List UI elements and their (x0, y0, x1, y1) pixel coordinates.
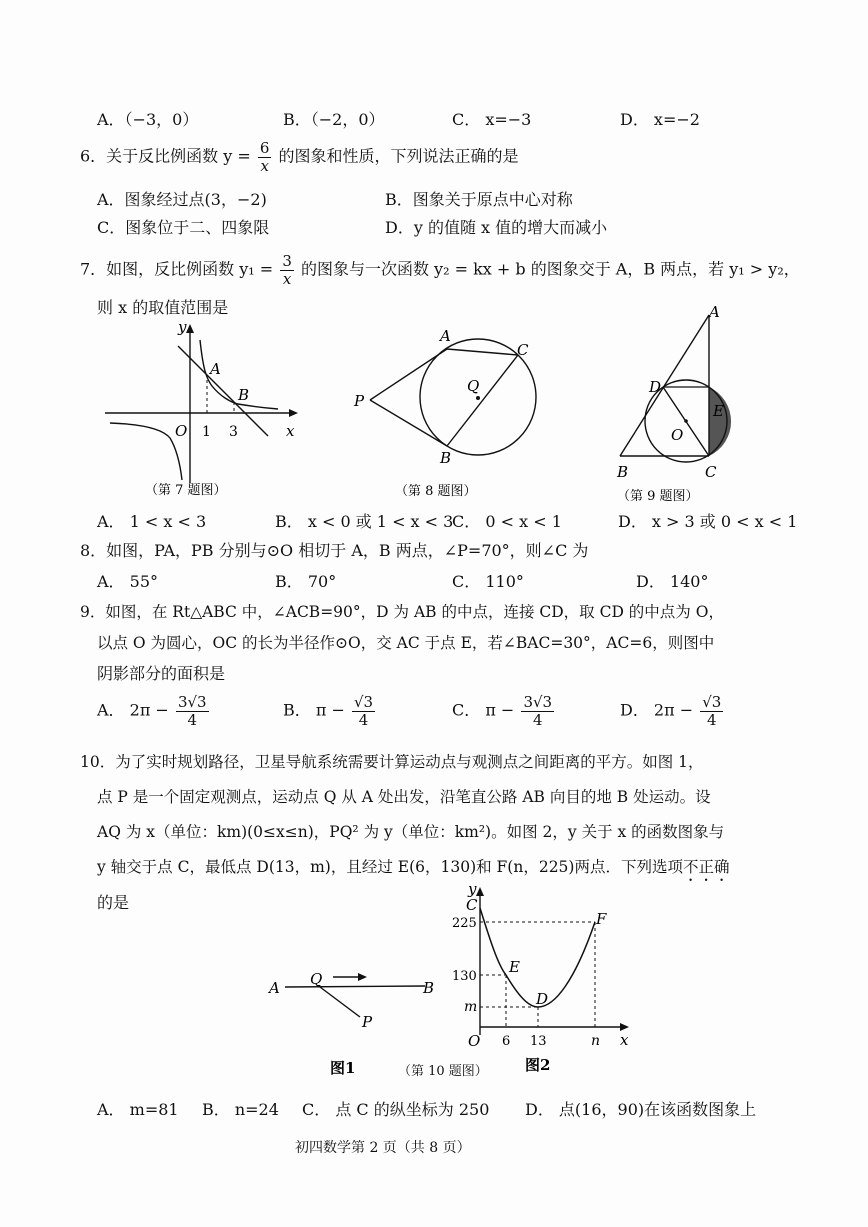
q9-c-frac (521, 694, 554, 728)
fig10-2-label-c: C (466, 896, 478, 914)
fig10-2-tick-n: n (591, 1033, 601, 1049)
q9-b-num: √3 (353, 693, 374, 711)
q9-b-pre: B． π − (283, 700, 345, 720)
q9-d-den: 4 (706, 710, 717, 729)
q10-line2: 点 P 是一个固定观测点，运动点 Q 从 A 处出发，沿笔直公路 AB 向目的地 B 处运动。设 (97, 788, 711, 806)
q7-option-d: D． x > 3 或 0 < x < 1 (618, 512, 798, 531)
fig7-tick-3: 3 (229, 424, 238, 440)
fig7-label-a: A (210, 360, 221, 378)
q5-option-d: D． x=−2 (620, 110, 700, 129)
fig10-2-label-x: x (620, 1031, 629, 1049)
fig8-label-q: Q (467, 377, 480, 395)
q9-a-num: 3√3 (177, 693, 207, 711)
fig9-label-a: A (709, 303, 720, 321)
fig10-1-label-a: A (269, 979, 280, 997)
figure-9 (605, 300, 755, 505)
q7-stem-pre: 7．如图，反比例函数 y₁ = (80, 259, 274, 279)
q7-stem-line2: 则 x 的取值范围是 (97, 298, 229, 317)
q6-stem-post: 的图象和性质，下列说法正确的是 (278, 146, 519, 166)
fig8-tangent-pa (370, 349, 447, 400)
fig10-2-tick-m: m (464, 999, 478, 1015)
fig8-tangent-pb (370, 400, 447, 446)
fig8-label-b: B (440, 449, 452, 467)
q10-option-b: B． n=24 (202, 1100, 279, 1119)
fig8-label-a: A (440, 327, 451, 345)
fig10-2-tick-13: 13 (530, 1034, 547, 1049)
q9-b-den: 4 (358, 710, 369, 729)
q7-option-c: C． 0 < x < 1 (452, 512, 562, 531)
q7-frac-den: x (282, 269, 292, 288)
figure-10-2 (440, 880, 640, 1080)
q8-option-a: A． 55° (97, 572, 159, 591)
fig7-y-arrow (186, 324, 194, 333)
fig7-label-b: B (238, 386, 250, 404)
q9-option-d (620, 694, 725, 728)
q10-line3: AQ 为 x（单位：km)(0≤x≤n)，PQ² 为 y（单位：km²)。如图 2，y 关于 x 的函数图象与 (97, 823, 725, 841)
fig9-center-dot (684, 419, 688, 423)
fig10-2-tick-225: 225 (452, 916, 477, 931)
q7-option-b: B． x < 0 或 1 < x < 3 (275, 512, 454, 531)
q7-stem (80, 253, 800, 287)
q9-c-pre: C． π − (452, 700, 515, 720)
fig9-label-c: C (705, 463, 717, 481)
fig7-label-o: O (175, 422, 188, 440)
fig7-label-y: y (178, 318, 187, 336)
q10-emphasis-text: 不正确 (682, 858, 730, 876)
q5-option-a: A．（−3，0） (97, 110, 199, 129)
q9-d-num: √3 (702, 693, 722, 711)
q5-option-b: B．（−2，0） (283, 110, 385, 129)
fig10-2-label-e: E (509, 958, 520, 976)
q10-line1: 10．为了实时规划路径，卫星导航系统需要计算运动点与观测点之间距离的平方。如图 1， (80, 753, 704, 771)
q6-stem (80, 140, 519, 174)
fig10-2-label-y: y (468, 880, 477, 898)
fig7-x-arrow (289, 409, 298, 417)
q9-option-a (97, 694, 211, 728)
q9-line1: 9．如图，在 Rt△ABC 中，∠ACB=90°，D 为 AB 的中点，连接 CD，取 CD 的中点为 O， (80, 603, 724, 621)
q9-option-b (283, 694, 377, 728)
fig10-1-label-q: Q (310, 970, 323, 988)
q6-option-a: A．图象经过点(3，−2) (97, 190, 267, 209)
figure-8 (350, 325, 550, 499)
q9-a-frac (176, 694, 209, 728)
fig10-2-label-d: D (536, 990, 549, 1008)
fig8-caption: （第 8 题图） (395, 484, 477, 499)
page-footer: 初四数学第 2 页（共 8 页） (295, 1140, 471, 1156)
q6-fraction (258, 140, 272, 174)
fig10-2-x-arrow (620, 1023, 629, 1031)
fig7-tick-1: 1 (202, 424, 211, 440)
fig9-label-e: E (713, 402, 724, 420)
q6-stem-pre: 6．关于反比例函数 y = (80, 146, 251, 166)
q8-option-d: D． 140° (636, 572, 709, 591)
q9-c-num: 3√3 (523, 693, 553, 711)
q6-frac-den: x (260, 156, 269, 175)
fig10-1-label-b: B (423, 979, 435, 997)
q9-a-den: 4 (187, 710, 198, 729)
figure-10-1 (265, 960, 445, 1080)
q10-line5: 的是 (97, 893, 130, 912)
fig8-center-dot (476, 396, 480, 400)
q10-option-d: D． 点(16，90)在该函数图象上 (525, 1100, 757, 1119)
fig10-1-label-p: P (362, 1013, 373, 1031)
q9-c-den: 4 (532, 710, 543, 729)
q6-frac-num: 6 (259, 139, 270, 157)
fig9-label-b: B (617, 463, 629, 481)
fig9-label-d: D (649, 378, 662, 396)
fig10-2-caption: 图2 (525, 1056, 551, 1074)
fig8-chord-ac (447, 349, 518, 355)
fig9-caption: （第 9 题图） (617, 489, 699, 504)
q10-option-a: A． m=81 (97, 1100, 179, 1119)
fig7-line (178, 346, 268, 436)
fig10-2-tick-130: 130 (452, 969, 477, 984)
fig9-label-o: O (671, 426, 684, 444)
q9-b-frac (352, 694, 375, 728)
fig10-1-segment-pq (320, 987, 360, 1017)
fig7-hyperbola-q3 (110, 423, 182, 480)
q8-option-c: C． 110° (452, 572, 524, 591)
q9-d-pre: D． 2π − (620, 700, 694, 720)
fig10-1-caption: 图1 (330, 1059, 356, 1077)
q9-line3: 阴影部分的面积是 (97, 664, 226, 683)
q9-option-c (452, 694, 556, 728)
q8-option-b: B． 70° (275, 572, 337, 591)
q6-option-d: D．y 的值随 x 值的增大而减小 (385, 218, 608, 237)
q9-a-pre: A． 2π − (97, 700, 169, 720)
fig10-1-arrow-icon (358, 973, 367, 981)
q7-stem-post: 的图象与一次函数 y₂ = kx + b 的图象交于 A，B 两点，若 y₁ > y₂， (300, 259, 800, 279)
fig8-chord-cb (447, 355, 518, 446)
fig10-1-road-ab (285, 986, 425, 987)
q7-frac-num: 3 (282, 252, 292, 270)
q9-line2: 以点 O 为圆心，OC 的长为半径作⊙O，交 AC 于点 E，若∠BAC=30°，AC=6，则图中 (97, 634, 715, 652)
q10-figure-caption: （第 10 题图） (398, 1064, 488, 1079)
fig8-label-p: P (354, 392, 365, 410)
q6-option-c: C．图象位于二、四象限 (97, 218, 270, 237)
fig10-2-y-arrow (476, 887, 484, 896)
fig8-label-c: C (517, 341, 529, 359)
q8-stem: 8．如图，PA，PB 分别与⊙O 相切于 A，B 两点，∠P=70°，则∠C 为 (80, 541, 589, 560)
q5-option-c: C． x=−3 (452, 110, 532, 129)
q9-d-frac (700, 694, 723, 728)
q7-option-a: A． 1 < x < 3 (97, 512, 207, 531)
fig10-2-label-o: O (468, 1032, 481, 1050)
fig7-label-x: x (286, 422, 295, 440)
q7-fraction (280, 253, 294, 287)
fig10-2-tick-6: 6 (502, 1034, 511, 1049)
fig10-2-label-f: F (596, 910, 607, 928)
q10-line4-pre: y 轴交于点 C，最低点 D(13，m)，且经过 E(6，130)和 F(n，225)两点．下列选项 (97, 858, 683, 876)
q10-option-c: C． 点 C 的纵坐标为 250 (302, 1100, 490, 1119)
fig7-caption: （第 7 题图） (145, 483, 227, 498)
figure-7 (100, 318, 305, 498)
q6-option-b: B．图象关于原点中心对称 (385, 190, 573, 209)
